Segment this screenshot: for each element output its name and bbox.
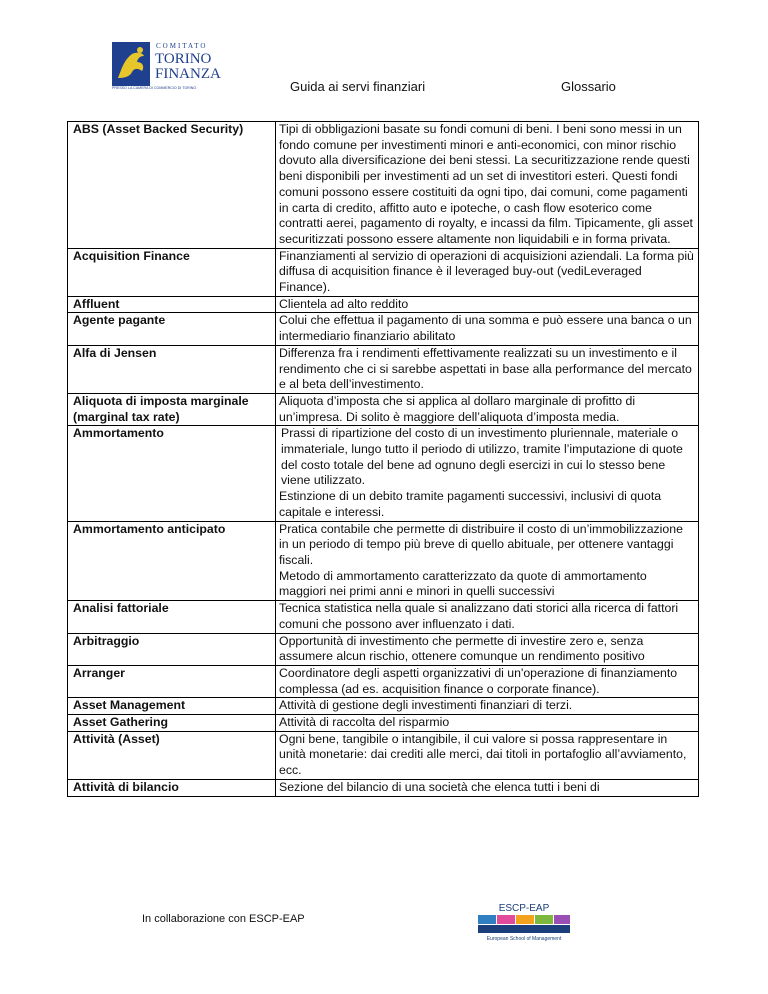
glossary-definition [276, 633, 699, 665]
glossary-term: Aliquota di imposta marginale (marginal tax rate) [68, 393, 276, 425]
glossary-term: ABS (Asset Backed Security) [68, 122, 276, 249]
definition-text: Tipi di obbligazioni basate su fondi comuni di beni. I beni sono messi in un fondo comune per investimenti minori e anti-economici, con minor rischio dovuto alla diversificazione dei beni stessi. La securitizzazione rende questi beni disponibili per investimenti ad un set di investitori esteri. Questi fondi comuni possono essere costituiti da ogni tipo, dai comuni, come pagamenti in carta di credito, affitto auto e ipoteche, o cash flow esoterico come contratti aerei, pagamento di royalty, e incassi da film. Tipicamente, gli asset securitizzati possono essere altamente non liquidabili e in forma privata. [279, 122, 693, 246]
footer-collaboration-text: In collaborazione con ESCP-EAP [142, 913, 305, 925]
glossary-row [68, 779, 699, 796]
definition-text: Clientela ad alto reddito [279, 296, 409, 311]
glossary-term: Alfa di Jensen [68, 345, 276, 393]
glossary-table [67, 121, 699, 797]
glossary-row [68, 313, 699, 345]
comitato-torino-finanza-logo [112, 38, 232, 90]
glossary-definition [276, 779, 699, 796]
glossary-term: Attività (Asset) [68, 731, 276, 779]
glossary-definition [276, 715, 699, 732]
glossary-definition [276, 393, 699, 425]
definition-text: Coordinatore degli aspetti organizzativi di un'operazione di finanziamento complessa (ad es. acquisition finance o corporate finance). [279, 665, 678, 696]
glossary-row [68, 665, 699, 697]
glossary-term: Arranger [68, 665, 276, 697]
glossary-definition [276, 601, 699, 633]
glossary-definition [276, 122, 699, 249]
definition-text: Prassi di ripartizione del costo di un investimento pluriennale, materiale o immateriale, lungo tutto il periodo di utilizzo, tramite l’imputazione di quote del costo totale del bene ad ognuno degli esercizi in cui lo stesso bene viene utilizzato. [281, 426, 683, 488]
definition-text: Ogni bene, tangibile o intangibile, il cui valore si possa rappresentare in unità monetarie: dai crediti alle merci, dai titoli in portafoglio all’avviamento, ecc. [279, 731, 687, 778]
glossary-term: Acquisition Finance [68, 248, 276, 296]
glossary-term: Affluent [68, 296, 276, 313]
definition-text: Aliquota d’imposta che si applica al dollaro marginale di profitto di un’impresa. Di solito è maggiore dell’aliquota d’imposta media. [279, 393, 636, 424]
glossary-definition [276, 313, 699, 345]
glossary-term: Ammortamento [68, 426, 276, 521]
glossary-term: Attività di bilancio [68, 779, 276, 796]
definition-text: Sezione del bilancio di una società che elenca tutti i beni di [279, 779, 600, 794]
svg-text:COMITATO: COMITATO [156, 42, 208, 50]
glossary-definition [276, 521, 699, 601]
glossary-definition [276, 731, 699, 779]
definition-text: Colui che effettua il pagamento di una somma e può essere una banca o un intermediario finanziario abilitato [279, 313, 692, 344]
glossary-row [68, 426, 699, 521]
definition-text: Attività di gestione degli investimenti finanziari di terzi. [279, 698, 573, 713]
glossary-term: Asset Gathering [68, 715, 276, 732]
definition-text: Tecnica statistica nella quale si analizzano dati storici alla ricerca di fattori comuni che possono aver influenzato i dati. [279, 601, 679, 631]
svg-text:ESCP-EAP: ESCP-EAP [498, 903, 550, 914]
glossary-definition [276, 698, 699, 715]
glossary-row [68, 731, 699, 779]
definition-text: Opportunità di investimento che permette di investire zero e, senza assumere alcun rischio, ottenere comunque un rendimento positivo [279, 633, 645, 664]
glossary-row [68, 698, 699, 715]
definition-text: Estinzione di un debito tramite pagamenti successivi, inclusivi di quota capitale e interessi. [279, 489, 662, 519]
glossary-definition [276, 248, 699, 296]
svg-text:FINANZA: FINANZA [155, 66, 221, 82]
glossary-row [68, 296, 699, 313]
glossary-term: Ammortamento anticipato [68, 521, 276, 601]
escp-eap-logo [470, 900, 578, 942]
glossary-definition [276, 345, 699, 393]
glossary-definition [276, 665, 699, 697]
header-glossary-label: Glossario [561, 79, 616, 94]
glossary-term: Asset Management [68, 698, 276, 715]
definition-text: Differenza fra i rendimenti effettivamente realizzati su un investimento e il rendimento che ci si sarebbe aspettati in base alla performance del mercato e al beta dell’investimento. [279, 345, 692, 392]
glossary-row [68, 633, 699, 665]
svg-text:PRESSO LA CAMERA DI COMMERCIO: PRESSO LA CAMERA DI COMMERCIO DI TORINO [112, 86, 197, 90]
header-guide-title: Guida ai servi finanziari [290, 79, 426, 94]
glossary-term: Agente pagante [68, 313, 276, 345]
glossary-row [68, 521, 699, 601]
definition-text: Pratica contabile che permette di distribuire il costo di un’immobilizzazione in un periodo di tempo più breve di quello abituale, per ottenere vantaggi fiscali. [279, 521, 683, 567]
svg-text:TORINO: TORINO [155, 51, 212, 67]
glossary-definition [276, 296, 699, 313]
glossary-row [68, 715, 699, 732]
glossary-definition [276, 426, 699, 521]
definition-text: Attività di raccolta del risparmio [279, 715, 450, 730]
glossary-term: Arbitraggio [68, 633, 276, 665]
svg-text:European School of Management: European School of Management [486, 936, 562, 942]
definition-text: Metodo di ammortamento caratterizzato da quote di ammortamento maggiori nei primi anni e minori in quelli successivi [279, 568, 647, 599]
definition-text: Finanziamenti al servizio di operazioni di acquisizioni aziendali. La forma più diffusa di acquisition finance è il leveraged buy-out (vediLeveraged Finance). [279, 248, 694, 295]
glossary-row [68, 601, 699, 633]
glossary-row [68, 345, 699, 393]
glossary-term: Analisi fattoriale [68, 601, 276, 633]
glossary-row [68, 393, 699, 425]
glossary-row [68, 248, 699, 296]
glossary-row [68, 122, 699, 249]
